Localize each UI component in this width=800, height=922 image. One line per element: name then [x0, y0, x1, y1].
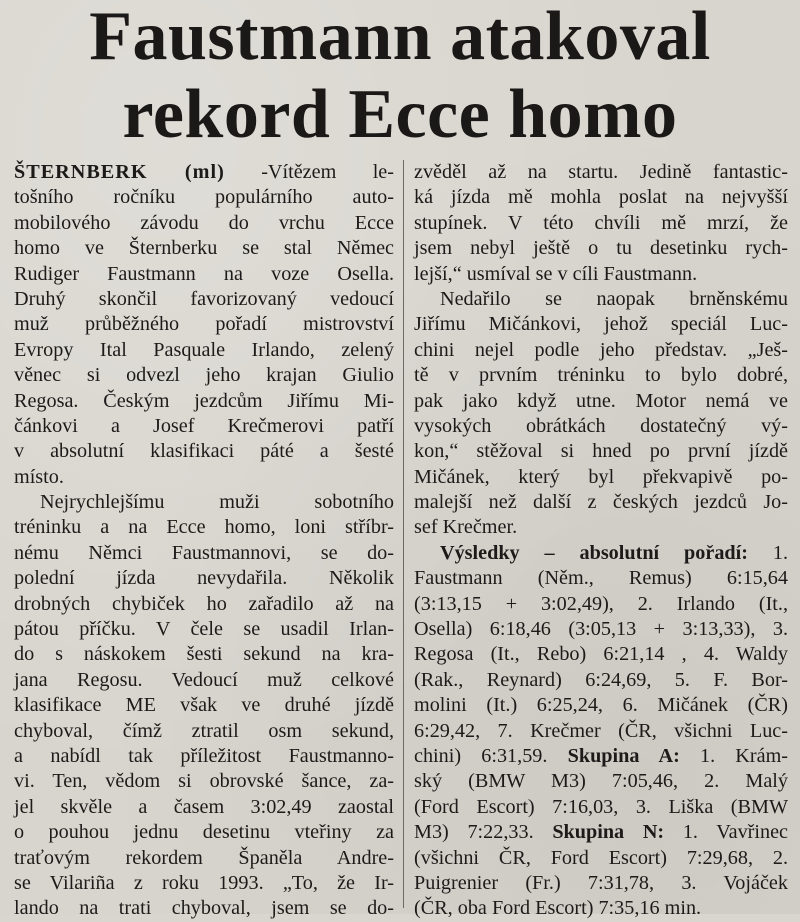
text-run: a nabídl tak příležitost Faustmanno-: [14, 744, 394, 767]
text-run: M3) 7:22,33.: [414, 821, 553, 844]
article-column-right: [414, 160, 788, 922]
text-run: homo ve Šternberku se stal Němec: [14, 237, 394, 260]
text-run: Rudiger Faustmann na voze Osella.: [14, 262, 394, 285]
text-run: Osella) 6:18,46 (3:05,13 + 3:13,33), 3.: [414, 618, 788, 641]
text-line: [14, 541, 394, 566]
text-run: Puigrenier (Fr.) 7:31,78, 3. Vojáček: [414, 871, 788, 894]
text-run: drobných chybiček ho zařadilo až na: [14, 592, 394, 615]
text-line: [414, 617, 788, 642]
text-run: jsem nebyl ještě o tu desetinku rych-: [414, 237, 788, 260]
text-run: 1.: [747, 541, 789, 564]
text-line: [414, 338, 788, 363]
text-run: stupínek. V této chvíli mě mrzí, že: [414, 211, 788, 234]
headline-line-1: Faustmann atakoval: [89, 0, 711, 75]
text-run: (Rak., Reynard) 6:24,69, 5. F. Bor-: [414, 668, 788, 691]
text-line: [14, 566, 394, 591]
text-line: [414, 820, 788, 845]
text-line: [414, 287, 788, 312]
dateline: ŠTERNBERK (ml): [14, 161, 225, 183]
text-line: [414, 211, 788, 236]
text-run: 1. Vavřinec: [664, 821, 789, 844]
text-line: [414, 871, 788, 896]
text-run: klasifikace ME však ve druhé jízdě: [14, 694, 394, 717]
text-run: se Vilariña z roku 1993. „To, že Ir-: [14, 871, 394, 894]
text-line: [14, 236, 394, 261]
text-line: [414, 744, 788, 769]
text-line: [14, 668, 394, 693]
text-run: molini (It.) 6:25,24, 6. Mičánek (ČR): [414, 694, 788, 717]
text-line: [14, 414, 394, 439]
text-run: chyboval, čímž ztratil osm sekund,: [14, 719, 394, 742]
text-run: o pouhou jednu desetinu vteřiny za: [14, 821, 394, 844]
text-line: [414, 719, 788, 744]
text-line: [414, 795, 788, 820]
text-line: [414, 642, 788, 667]
text-line: [414, 262, 788, 287]
text-run: tě v prvním tréninku to bylo dobré,: [414, 364, 788, 387]
text-run: lejší,“ usmíval se v cíli Faustmann.: [414, 262, 698, 285]
text-line: [14, 262, 394, 287]
text-run: jel skvěle a časem 3:02,49 zaostal: [14, 795, 394, 818]
text-line: [414, 896, 788, 921]
text-line: [414, 312, 788, 337]
text-line: [414, 566, 788, 591]
bold-label: Skupina A:: [567, 744, 680, 767]
text-run: ský (BMW M3) 7:05,46, 2. Malý: [414, 770, 788, 793]
text-run: (všichni ČR, Ford Escort) 7:29,68, 2.: [414, 846, 788, 869]
text-line: [14, 185, 394, 210]
article-column-left: [14, 160, 394, 922]
text-run: lando na trati chyboval, jsem se do-: [14, 897, 394, 920]
bold-label: Výsledky – absolutní pořadí:: [440, 541, 748, 564]
text-run: -Vítězem le-: [224, 161, 394, 183]
text-line: [14, 820, 394, 845]
text-line: [14, 363, 394, 388]
text-line: [14, 312, 394, 337]
headline-line-2: rekord Ecce homo: [122, 76, 678, 153]
text-run: v absolutní klasifikaci páté a šesté: [14, 440, 394, 463]
text-line: [414, 185, 788, 210]
text-run: pátou příčku. V čele se usadil Irlan-: [14, 618, 394, 641]
text-line: [414, 515, 788, 540]
text-line: [14, 795, 394, 820]
text-run: 6:29,42, 7. Krečmer (ČR, všichni Luc-: [414, 719, 788, 742]
text-line: [14, 160, 394, 185]
text-line: [414, 160, 788, 185]
text-run: vi. Ten, vědom si obrovské šance, za-: [14, 770, 394, 793]
text-line: [14, 515, 394, 540]
text-run: Jiřímu Mičánkovi, jehož speciál Luc-: [414, 313, 788, 336]
text-line: [414, 490, 788, 515]
text-line: [414, 769, 788, 794]
text-line: [14, 338, 394, 363]
text-line: [414, 846, 788, 871]
text-line: [414, 592, 788, 617]
text-run: do s náskokem šesti sekund na kra-: [14, 643, 394, 666]
text-run: jana Regosu. Vedoucí muž celkové: [14, 668, 394, 691]
text-run: (Ford Escort) 7:16,03, 3. Liška (BMW: [414, 795, 788, 818]
text-line: [414, 668, 788, 693]
text-line: [14, 744, 394, 769]
text-line: [14, 617, 394, 642]
text-run: Mičánek, který byl překvapivě po-: [414, 465, 788, 488]
text-run: chini nejel podle jeho představ. „Ješ-: [414, 338, 788, 361]
text-line: [14, 211, 394, 236]
text-run: Regosa. Českým jezdcům Jiřímu Mi-: [14, 389, 394, 412]
text-run: sef Krečmer.: [414, 516, 518, 539]
text-run: malejší než další z českých jezdců Jo-: [414, 491, 788, 514]
text-run: Regosa (It., Rebo) 6:21,14 , 4. Waldy: [414, 643, 788, 666]
text-run: nému Němci Faustmannovi, se do-: [14, 541, 394, 564]
text-run: Nedařilo se naopak brněnskému: [440, 287, 788, 310]
text-run: Evropy Ital Pasquale Irlando, zelený: [14, 338, 394, 361]
text-run: tréninku a na Ecce homo, loni stříbr-: [14, 516, 394, 539]
text-run: (3:13,15 + 3:02,49), 2. Irlando (It.,: [414, 592, 788, 615]
text-line: [14, 871, 394, 896]
text-run: muž průběžného pořadí mistrovství: [14, 313, 394, 336]
text-run: pak jako když utne. Motor nemá ve: [414, 389, 788, 412]
text-line: [14, 693, 394, 718]
text-line: [14, 719, 394, 744]
text-line: [414, 541, 788, 566]
text-run: místo.: [14, 465, 64, 488]
text-run: Faustmann (Něm., Remus) 6:15,64: [414, 567, 788, 590]
text-line: [14, 389, 394, 414]
text-run: Nejrychlejšímu muži sobotního: [40, 491, 394, 514]
text-line: [414, 236, 788, 261]
text-run: kon,“ stěžoval si hned po první jízdě: [414, 440, 788, 463]
text-line: [14, 592, 394, 617]
text-line: [14, 846, 394, 871]
text-line: [414, 465, 788, 490]
text-run: (ČR, oba Ford Escort) 7:35,16 min.: [414, 897, 702, 920]
text-run: vysokých obrátkách dostatečný vý-: [414, 414, 788, 437]
text-line: [14, 769, 394, 794]
text-run: tošního ročníku populárního auto-: [14, 186, 394, 209]
text-line: [414, 389, 788, 414]
text-line: [14, 642, 394, 667]
text-run: Druhý skončil favorizovaný vedoucí: [14, 287, 394, 310]
text-run: mobilového závodu do vrchu Ecce: [14, 211, 394, 234]
text-run: zvěděl až na startu. Jedině fantastic-: [414, 161, 788, 183]
text-line: [14, 287, 394, 312]
text-run: ká jízda mě mohla poslat na nejvyšší: [414, 186, 788, 209]
text-line: [414, 363, 788, 388]
text-line: [414, 439, 788, 464]
text-line: [14, 439, 394, 464]
text-run: čánkovi a Josef Krečmerovi patří: [14, 414, 394, 437]
text-line: [14, 896, 394, 921]
text-run: polední jízda nevydařila. Několik: [14, 567, 394, 590]
text-run: 1. Krám-: [679, 744, 788, 767]
bold-label: Skupina N:: [552, 821, 665, 844]
column-divider: [403, 160, 404, 908]
text-run: traťovým rekordem Španěla Andre-: [14, 846, 394, 869]
text-line: [14, 465, 394, 490]
text-line: [414, 693, 788, 718]
text-line: [14, 490, 394, 515]
text-line: [414, 414, 788, 439]
text-run: věnec si odvezl jeho krajan Giulio: [14, 364, 394, 387]
text-run: chini) 6:31,59.: [414, 744, 568, 767]
